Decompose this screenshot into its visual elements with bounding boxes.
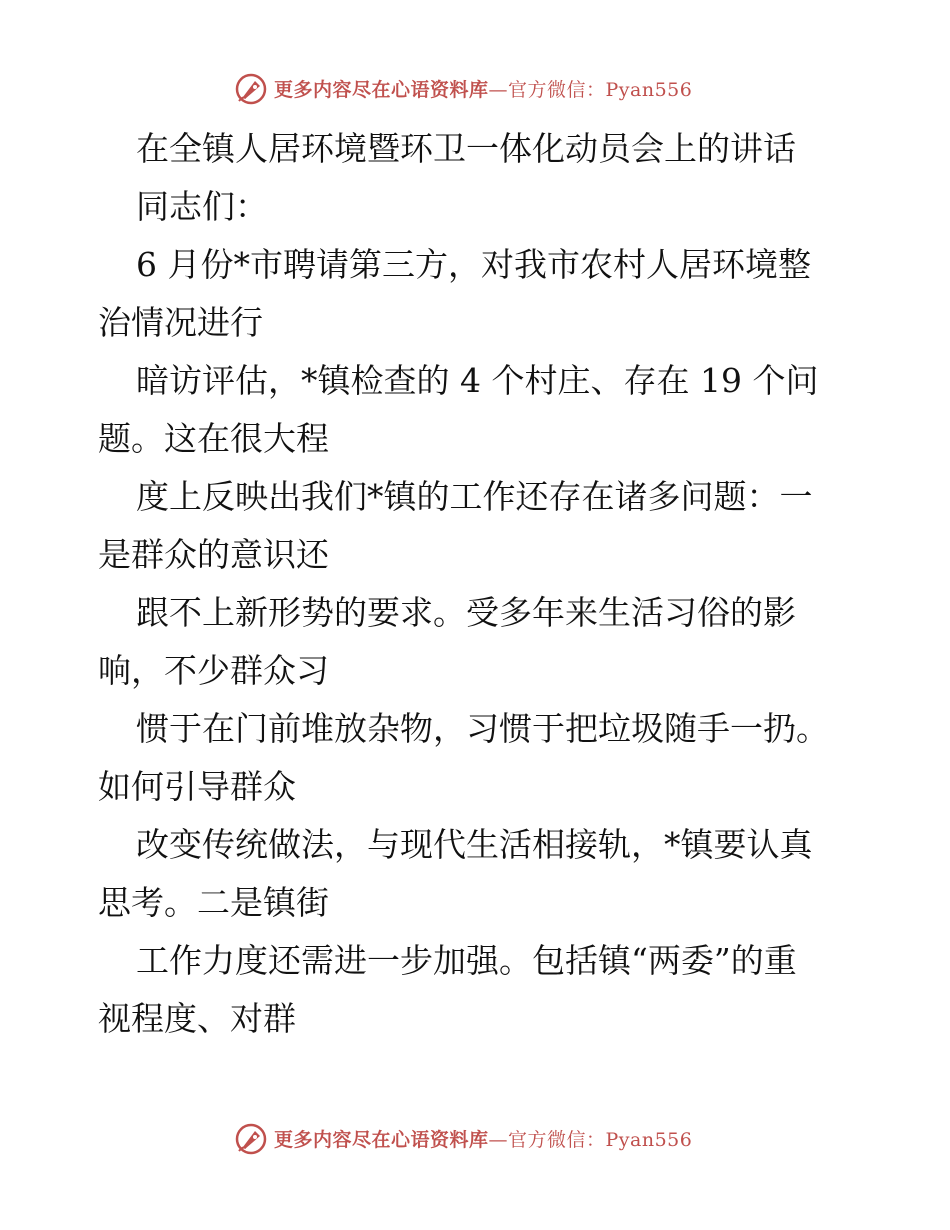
footer-banner xyxy=(0,1120,950,1160)
header-banner-brand: 更多内容尽在心语资料库 xyxy=(274,79,489,101)
body-line: 治情况进行 xyxy=(98,303,263,342)
body-line: 跟不上新形势的要求。受多年来生活习俗的影 xyxy=(136,593,796,632)
header-banner-wechat: —官方微信：Pyan556 xyxy=(488,79,693,101)
pen-nib-circle-icon xyxy=(234,1122,268,1156)
body-line: 6 月份*市聘请第三方，对我市农村人居环境整 xyxy=(136,245,811,284)
body-line: 响，不少群众习 xyxy=(98,651,329,690)
body-line: 是群众的意识还 xyxy=(98,535,329,574)
document-body xyxy=(98,120,858,1048)
body-line: 度上反映出我们*镇的工作还存在诸多问题：一 xyxy=(136,477,813,516)
footer-banner-text xyxy=(274,1128,692,1152)
body-line: 暗访评估，*镇检查的 4 个村庄、存在 19 个问 xyxy=(136,361,819,400)
body-line: 视程度、对群 xyxy=(98,999,296,1038)
header-banner xyxy=(0,70,950,110)
document-title: 在全镇人居环境暨环卫一体化动员会上的讲话 xyxy=(136,129,796,168)
footer-banner-wechat: —官方微信：Pyan556 xyxy=(488,1129,693,1151)
header-banner-text xyxy=(274,78,692,102)
body-line: 工作力度还需进一步加强。包括镇“两委”的重 xyxy=(136,941,797,980)
body-line: 题。这在很大程 xyxy=(98,419,329,458)
body-line: 惯于在门前堆放杂物，习惯于把垃圾随手一扔。 xyxy=(136,709,829,748)
pen-nib-circle-icon xyxy=(234,72,268,106)
body-line: 改变传统做法，与现代生活相接轨，*镇要认真 xyxy=(136,825,813,864)
body-line: 如何引导群众 xyxy=(98,767,296,806)
document-salutation: 同志们： xyxy=(136,187,268,226)
body-line: 思考。二是镇街 xyxy=(98,883,329,922)
footer-banner-brand: 更多内容尽在心语资料库 xyxy=(274,1129,489,1151)
